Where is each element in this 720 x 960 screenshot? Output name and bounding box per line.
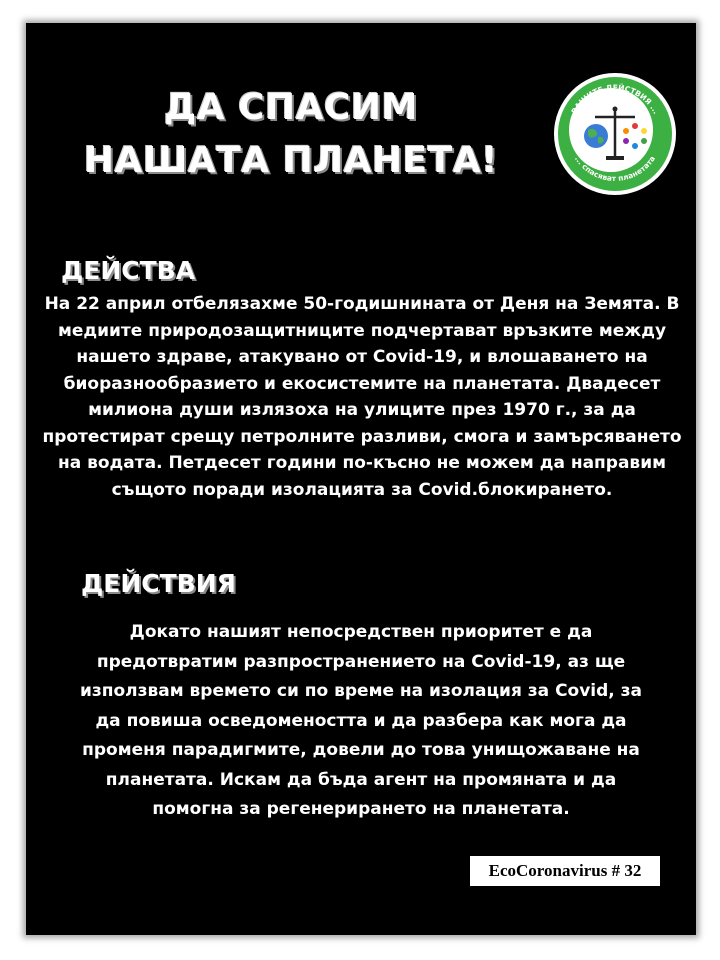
logo-bottom-text: ... спасяват планетата <box>572 154 658 184</box>
page-title <box>81 81 501 187</box>
section-heading-2: ДЕЙСТВИЯ <box>81 569 236 598</box>
section-heading-1: ДЕЙСТВА <box>61 256 196 285</box>
hashtag-label: EcoCoronavirus # 32 <box>470 856 660 886</box>
section-text-1: На 22 април отбелязахме 50-годишнината от Деня на Земята. В медиите природозащитниците подчертават връзките между нашето здраве, атакувано от Covid-19, и влошаването на биоразнообразието и екосистемите на планетата. Двадесет милиона души излязоха на улиците през 1970 г., за да протестират срещу петролните разливи, смога и замърсяването на водата. Петдесет години по-късно не можем да направим същото поради изолацията за Covid.блокирането. <box>42 294 682 500</box>
logo <box>554 73 676 195</box>
title-line-2: НАШАТА ПЛАНЕТА! <box>83 140 499 181</box>
scales-globe-people-icon <box>554 73 676 195</box>
title-line-1: ДА СПАСИМ <box>164 87 418 128</box>
people-icon <box>623 123 647 149</box>
logo-top-text: ВАШИТЕ ДЕЙСТВИЯ ... <box>569 82 661 116</box>
section-text-2: Докато нашият непосредствен приоритет е да предотвратим разпространението на Covid-19, аз ще използвам времето си по време на изолация за Covid, за да повиша осведомеността и да разбера как мога да променя парадигмите, довели до това унищожаване на планетата. Искам да бъда агент на промяната и да помогна за регенерирането на планетата. <box>79 622 643 819</box>
poster-panel <box>26 23 696 935</box>
